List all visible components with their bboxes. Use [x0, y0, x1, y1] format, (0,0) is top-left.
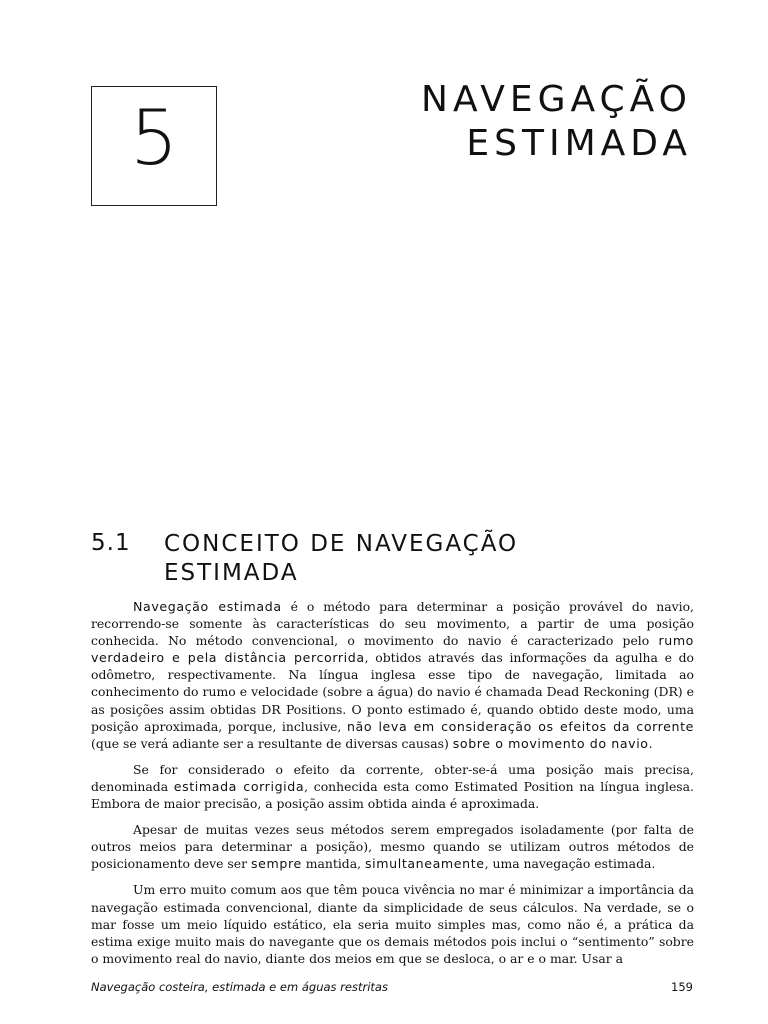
chapter-number: 5 [129, 93, 179, 182]
paragraph-4 [91, 881, 694, 966]
section-title-line-2: ESTIMADA [164, 560, 299, 586]
chapter-title [421, 78, 692, 166]
paragraph-2 [91, 761, 694, 812]
paragraph-text: Se for considerado o efeito da corrente, obter-se-á uma posição mais precisa, denominada [91, 761, 694, 794]
section-title [164, 530, 644, 588]
term-movimento-navio: sobre o movimento do navio [452, 735, 649, 751]
paragraph-text: mantida, [301, 856, 366, 872]
chapter-title-line-1: NAVEGAÇÃO [421, 79, 692, 120]
term-sempre: sempre [250, 856, 302, 872]
paragraph-text: , obtidos através das informações da agulha e do odômetro, respectivamente. Na língua inglesa esse tipo de navegação, limitada ao conhecimento do rumo e velocidade (sobre a água) do navio é chamada Dead Reckoning (DR) e as posições assim obtidas DR Positions. O ponto estimado é, quando obtido deste modo, uma posição aproximada, porque, inclusive, [91, 650, 695, 734]
paragraph-text: , conhecida esta como Estimated Position na língua inglesa. Embora de maior precisão, a posição assim obtida ainda é aproximada. [91, 778, 694, 812]
paragraph-text: (que se verá adiante ser a resultante de diversas causas) [91, 735, 453, 751]
paragraph-1 [91, 598, 694, 752]
term-simultaneamente: simultaneamente [365, 856, 485, 872]
paragraph-text: , uma navegação estimada. [484, 856, 656, 872]
section-title-line-1: CONCEITO DE NAVEGAÇÃO [164, 531, 519, 557]
term-efeitos-corrente: não leva em consideração os efeitos da corrente [346, 718, 694, 734]
term-navegacao-estimada: Navegação estimada [133, 599, 282, 614]
paragraph-text: Um erro muito comum aos que têm pouca vivência no mar é minimizar a importância da navegação estimada convencional, diante da simplicidade de seus cálculos. Na verdade, se o mar fosse um meio líquido estático, ela seria muito simples mas, como não é, a prática da estima exige muito mais do navegante que os demais métodos pois inclui o “sentimento” sobre o movimento real do navio, diante dos meios em que se desloca, o ar e o mar. Usar a [91, 882, 694, 966]
paragraph-3 [91, 821, 694, 872]
term-estimada-corrigida: estimada corrigida [173, 778, 305, 794]
chapter-title-line-2: ESTIMADA [466, 123, 692, 164]
paragraph-text: . [648, 735, 653, 751]
section-number: 5.1 [91, 530, 131, 556]
footer-book-title: Navegação costeira, estimada e em águas restritas [91, 980, 388, 994]
footer-page-number: 159 [671, 980, 693, 994]
paragraph-text: é o método para determinar a posição provável do navio, recorrendo-se somente às características do seu movimento, a partir de uma posição conhecida. No método convencional, o movimento do navio é caracterizado pelo [91, 599, 694, 649]
paragraph-text: Apesar de muitas vezes seus métodos serem empregados isoladamente (por falta de outros meios para determinar a posição), mesmo quando se utilizam outros métodos de posicionamento deve ser [91, 822, 694, 872]
term-rumo-distancia: rumo verdadeiro e pela distância percorrida [91, 633, 694, 666]
body-text [91, 598, 694, 976]
chapter-number-box [91, 86, 217, 206]
